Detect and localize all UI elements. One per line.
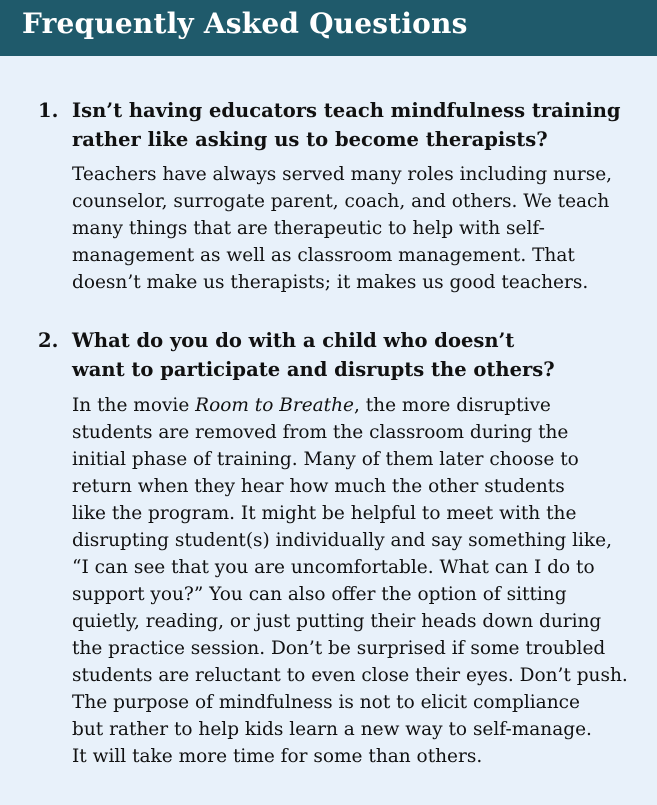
question-line: rather like asking us to become therapists?: [72, 128, 548, 151]
answer-text: In the movie: [72, 395, 196, 416]
answer-line: quietly, reading, or just putting their heads down during: [72, 611, 602, 632]
page-title: Frequently Asked Questions: [22, 7, 468, 40]
faq-header: [0, 0, 657, 56]
answer-line: students are reluctant to even close their eyes. Don’t push.: [72, 665, 628, 686]
answer-line: students are removed from the classroom during the: [72, 422, 569, 443]
answer-line: the practice session. Don’t be surprised if some troubled: [72, 638, 606, 659]
answer-line: Teachers have always served many roles including nurse,: [72, 164, 613, 185]
question-number: 2.: [38, 329, 59, 352]
answer-line: support you?” You can also offer the option of sitting: [72, 584, 567, 605]
question-line: Isn’t having educators teach mindfulness training: [72, 99, 621, 122]
answer-line: [72, 392, 551, 419]
answer-text: , the more disruptive: [353, 395, 551, 416]
answer-line: “I can see that you are uncomfortable. What can I do to: [72, 557, 595, 578]
answer-line: but rather to help kids learn a new way to self-manage.: [72, 719, 592, 740]
movie-title: Room to Breathe: [195, 395, 354, 416]
answer-line: The purpose of mindfulness is not to elicit compliance: [72, 692, 580, 713]
faq-content: [0, 56, 657, 805]
answer-line: It will take more time for some than others.: [72, 746, 483, 767]
answer-line: management as well as classroom management. That: [72, 245, 575, 266]
answer-line: disrupting student(s) individually and say something like,: [72, 530, 612, 551]
answer-line: doesn’t make us therapists; it makes us good teachers.: [72, 272, 589, 293]
question-line: What do you do with a child who doesn’t: [72, 329, 515, 352]
answer-line: initial phase of training. Many of them later choose to: [72, 449, 579, 470]
answer-line: many things that are therapeutic to help with self-: [72, 218, 545, 239]
question-line: want to participate and disrupts the others?: [72, 358, 555, 381]
answer-line: counselor, surrogate parent, coach, and others. We teach: [72, 191, 610, 212]
question-number: 1.: [38, 99, 59, 122]
answer-line: like the program. It might be helpful to meet with the: [72, 503, 577, 524]
answer-line: return when they hear how much the other students: [72, 476, 565, 497]
